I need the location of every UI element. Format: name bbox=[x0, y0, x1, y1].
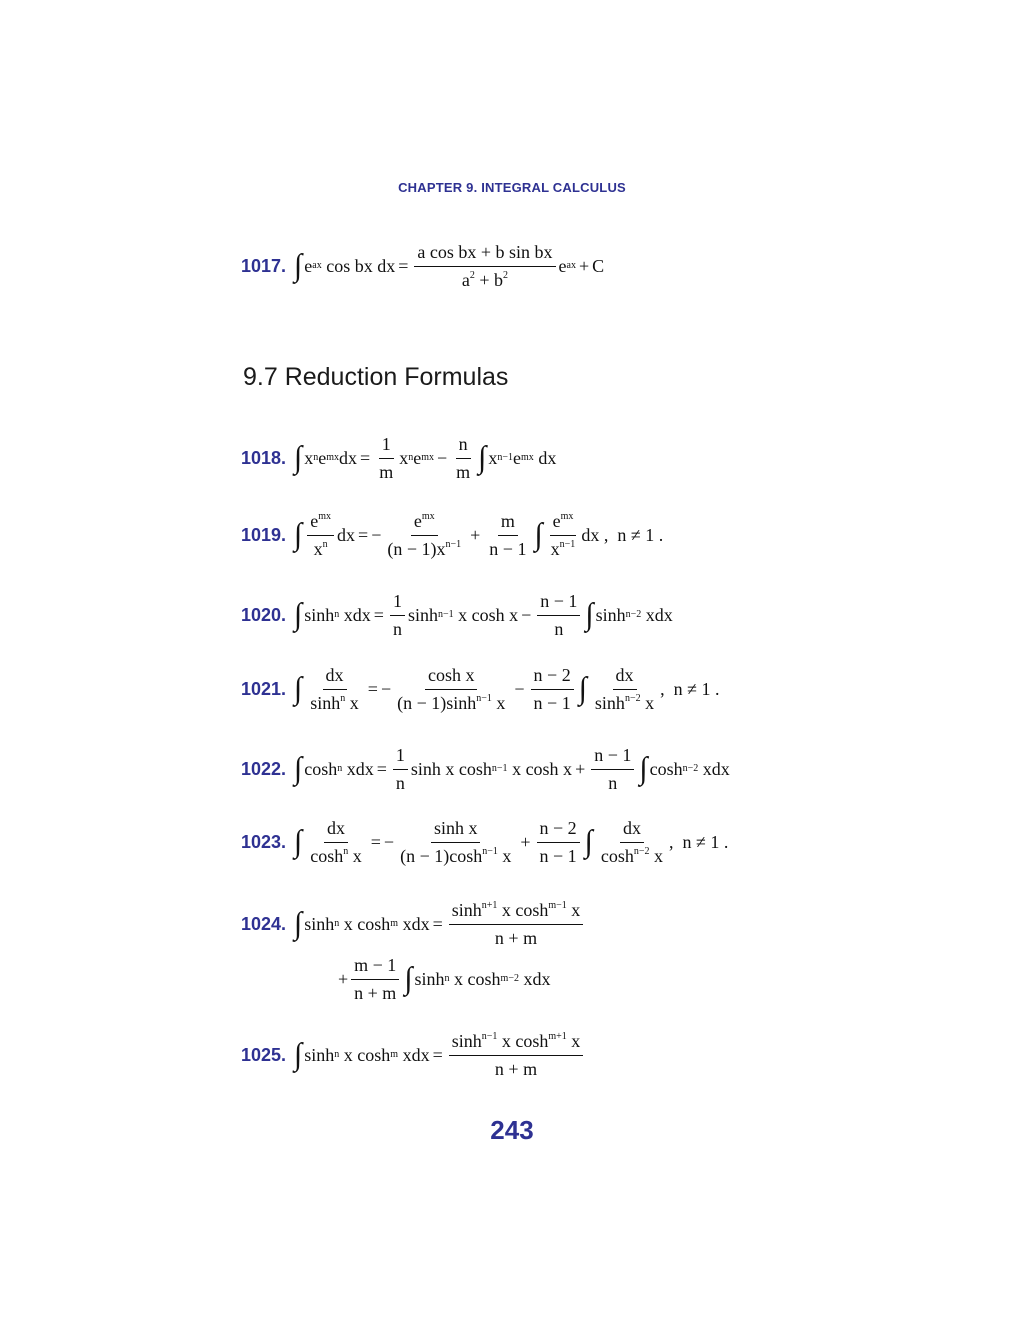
formula-number: 1023. bbox=[241, 831, 287, 852]
formula-1020: 1020. ∫ sinh n xdx = $\frac{1}{n}$ sinh n−1 x cosh x − $\frac{n - 1}{n}$ ∫ sinh n−2 xdx bbox=[241, 591, 673, 639]
formula-1019: 1019. ∫ $\frac{e^{mx}}{x^n}$ dx = − $\frac{e^{mx}}{(n - 1)x^{n-1}}$ + $\frac{m}{n - 1}$ ∫ $\frac{e^{mx}}{x^{n-1}}$ dx , n ≠ 1 . bbox=[241, 511, 664, 559]
formula-number: 1018. bbox=[241, 447, 287, 468]
formula-1024-continuation: + $\frac{m - 1}{n + m}$ ∫ sinh n x cosh m−2 xdx bbox=[338, 955, 551, 1003]
formula-number: 1021. bbox=[241, 678, 287, 699]
running-header: CHAPTER 9. INTEGRAL CALCULUS bbox=[398, 180, 626, 195]
section-title: 9.7 Reduction Formulas bbox=[243, 363, 509, 391]
formula-1021: 1021. ∫ $\frac{dx}{\sinh^n x}$ = − $\frac{\text{cosh x}}{(n - 1)\sinh^{n-1} x}$ − $\frac{n - 2}{n - 1}$ ∫ $\frac{dx}{\sinh^{n-2} x}$ , n ≠ 1 . bbox=[241, 665, 720, 713]
formula-1018: 1018. ∫ x n e mx dx = $\frac{1}{m}$ x n e mx − $\frac{n}{m}$ ∫ x n−1 e mx dx bbox=[241, 434, 557, 482]
page-number: 243 bbox=[490, 1115, 534, 1145]
formula-1022: 1022. ∫ cosh n xdx = $\frac{1}{n}$ sinh x cosh n−1 x cosh x + $\frac{n - 1}{n}$ ∫ cosh n−2 xdx bbox=[241, 745, 730, 793]
formula-number: 1017. bbox=[241, 255, 287, 276]
formula-number: 1024. bbox=[241, 913, 287, 934]
formula-number: 1019. bbox=[241, 524, 287, 545]
formula-1023: 1023. ∫ $\frac{dx}{\cosh^n x}$ = − $\frac{\text{sinh x}}{(n - 1)\cosh^{n-1} x}$ + $\frac{n - 2}{n - 1}$ ∫ $\frac{dx}{\cosh^{n-2} x}$ , n ≠ 1 . bbox=[241, 818, 729, 866]
formula-number: 1025. bbox=[241, 1044, 287, 1065]
formula-1025: 1025. ∫ sinh n x cosh m xdx = $\frac{\sinh^{n-1} x \cosh^{m+1} x}{n + m}$ bbox=[241, 1031, 586, 1079]
formula-1017: 1017. ∫ e ax cos bx dx = $\frac{\text{a cos bx + b sin bx}}{a^2 + b^2}$ e ax + C bbox=[241, 242, 605, 290]
formula-number: 1022. bbox=[241, 758, 287, 779]
formula-1024: 1024. ∫ sinh n x cosh m xdx = $\frac{\sinh^{n+1} x \cosh^{m-1} x}{n + m}$ bbox=[241, 900, 586, 948]
formula-number: 1020. bbox=[241, 604, 287, 625]
